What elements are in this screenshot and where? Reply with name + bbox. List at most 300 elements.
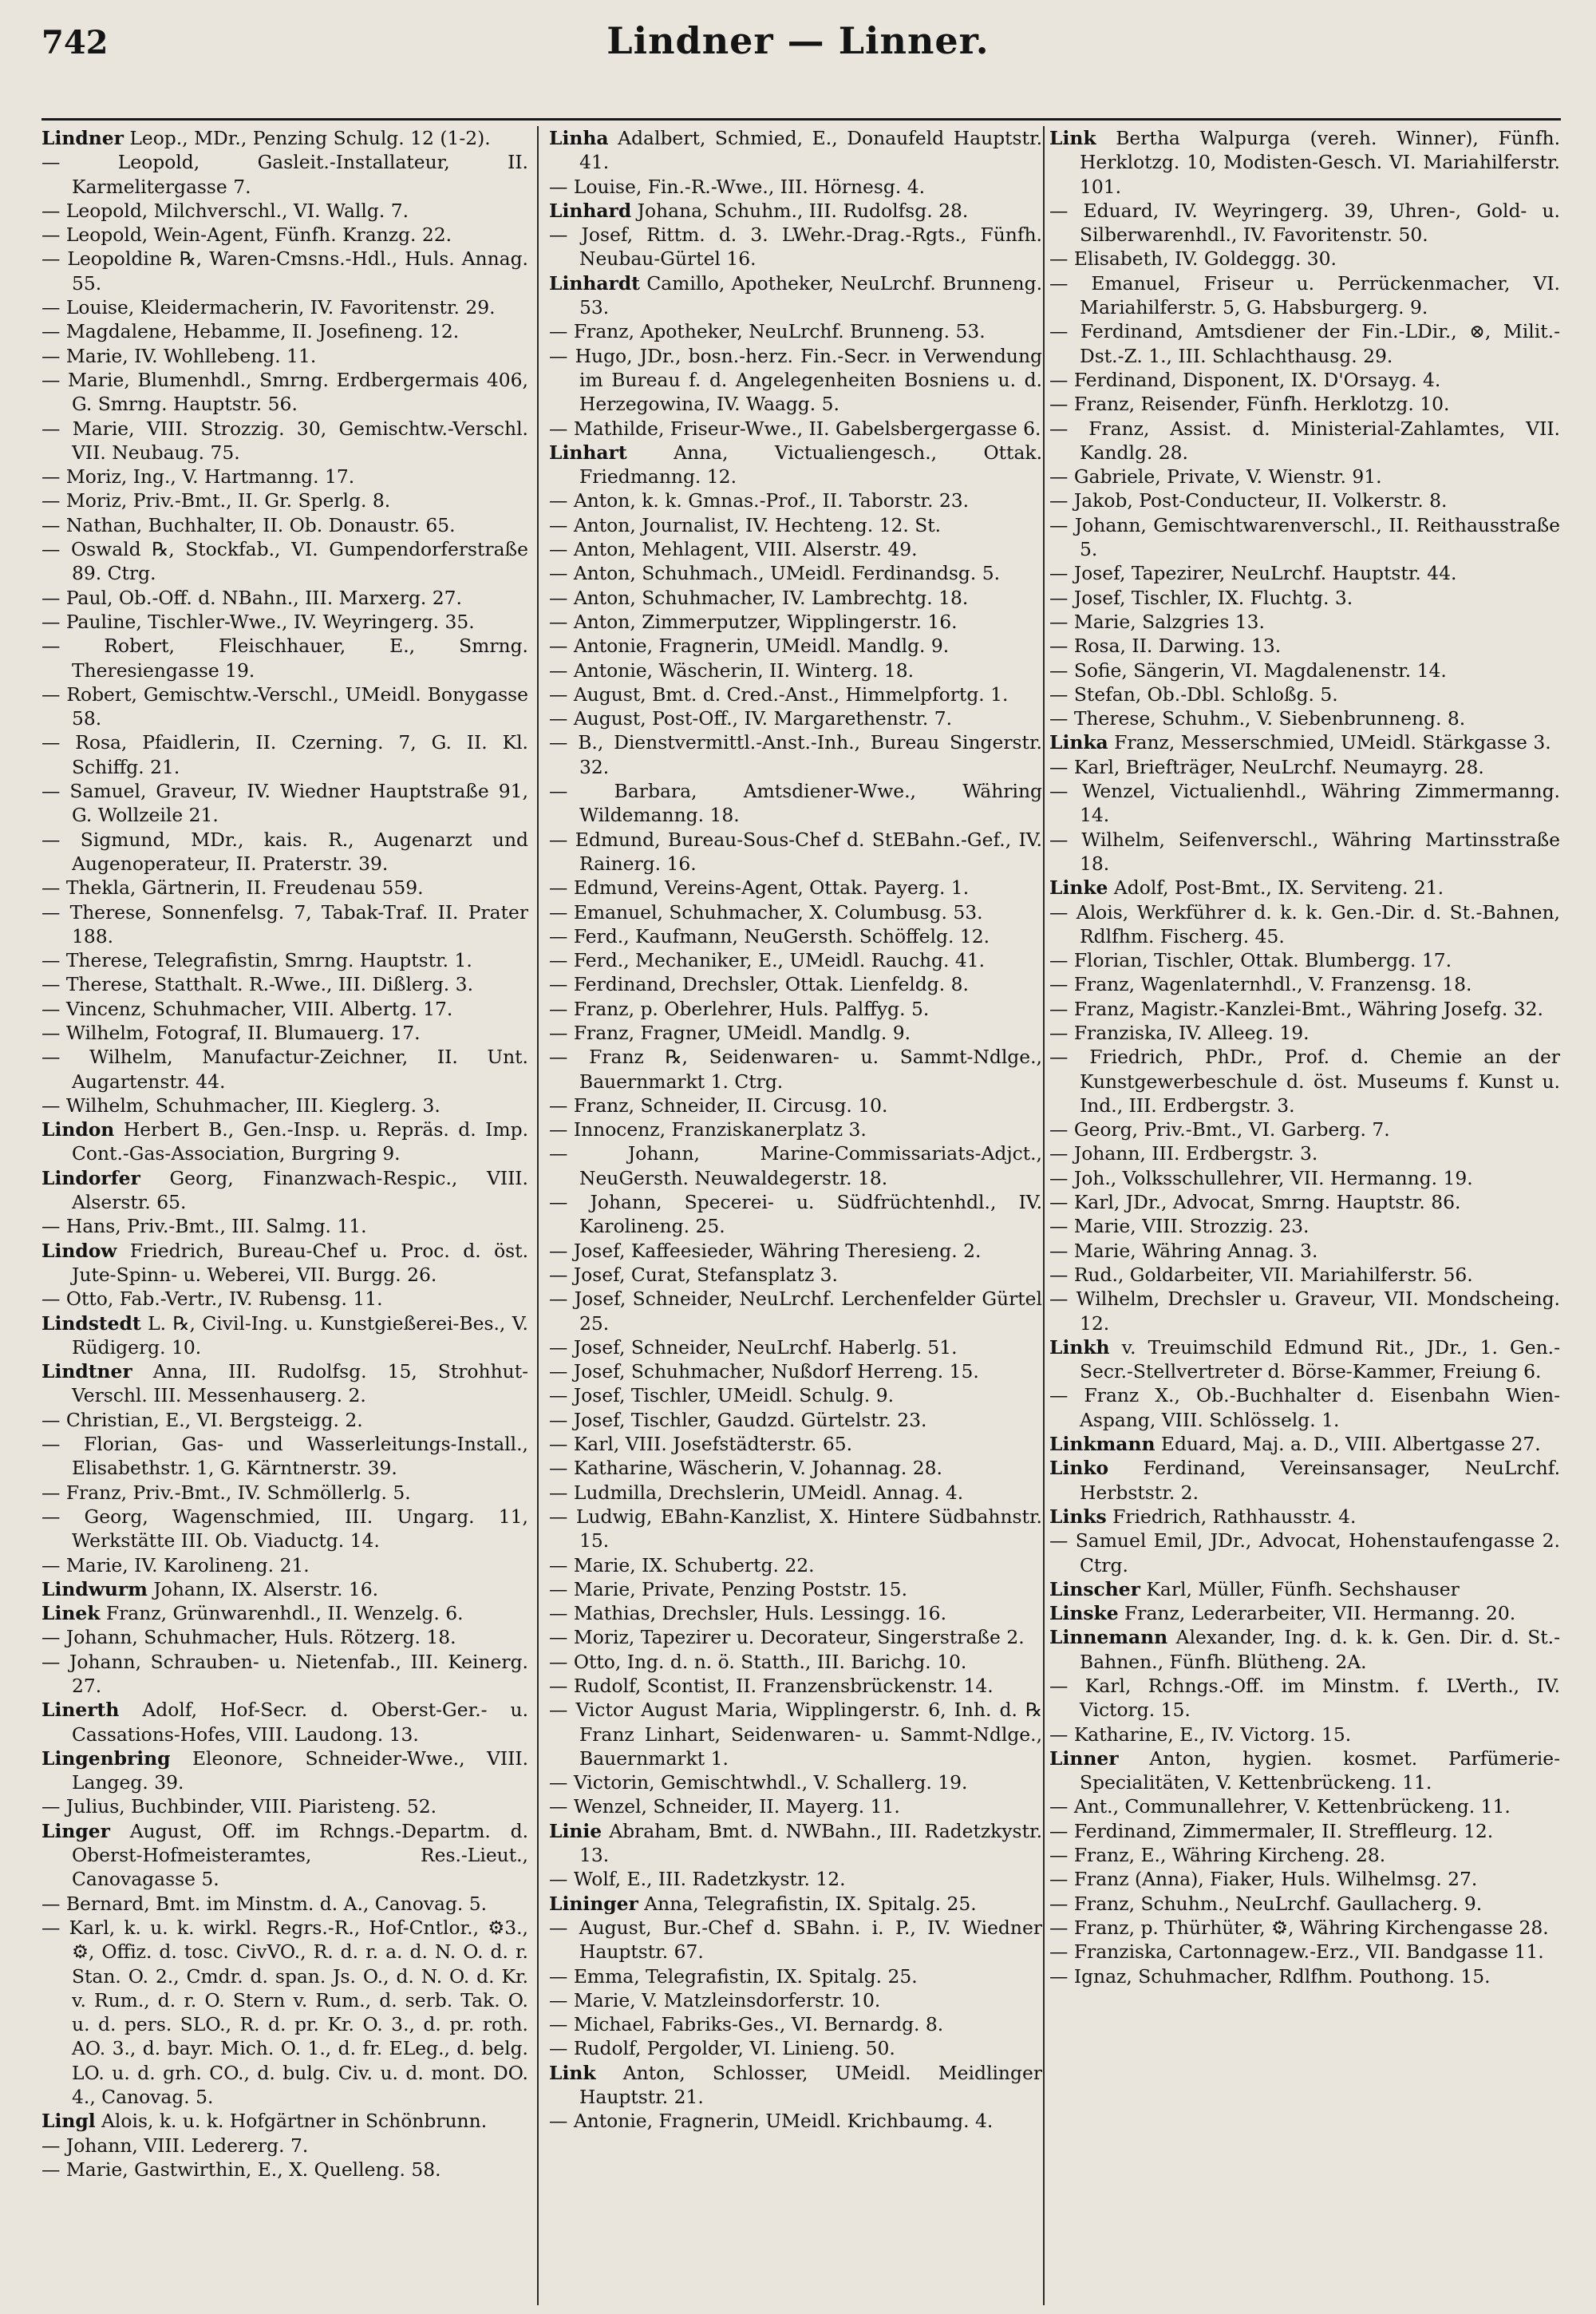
entry-text: Anton, Schlosser, UMeidl. Meidlinger Hauptstr. 21. [579,2061,1042,2109]
entry-text: — Samuel, Graveur, IV. Wiedner Hauptstraße 91, G. Wollzeile 21. [41,780,528,827]
entry-text: — Josef, Tischler, IX. Fluchtg. 3. [1049,586,1353,609]
directory-entry [1049,779,1560,828]
directory-entry-main [1049,1432,1560,1456]
entry-text: — Franz ℞, Seidenwaren- u. Sammt-Ndlge., Bauernmarkt 1. Ctrg. [549,1046,1042,1093]
directory-entry-main [41,1239,528,1288]
directory-entry [549,1239,1042,1263]
entry-text: — Ferd., Kaufmann, NeuGersth. Schöffelg. 12. [549,924,990,947]
directory-entry [549,513,1042,537]
directory-entry [1049,561,1560,585]
entry-surname: Lininger [549,1892,638,1915]
directory-entry [1049,271,1560,320]
entry-text: — Rosa, II. Darwing. 13. [1049,635,1282,658]
directory-entry [41,417,528,465]
entry-text: — Georg, Wagenschmied, III. Ungarg. 11, Werkstätte III. Ob. Viaductg. 14. [41,1505,528,1553]
entry-text: — Emanuel, Schuhmacher, X. Columbusg. 53. [549,900,983,924]
entry-text: — Jakob, Post-Conducteur, II. Volkerstr. 8. [1049,489,1448,512]
entry-text: — Moriz, Tapezirer u. Decorateur, Singerstraße 2. [549,1626,1025,1649]
directory-entry [1049,706,1560,730]
column-divider [537,126,539,2305]
directory-entry [549,1988,1042,2012]
entry-text: Ferdinand, Vereinsansager, NeuLrchf. Herbststr. 2. [1080,1457,1560,1504]
entry-text: — Robert, Gemischtw.-Verschl., UMeidl. Bonygasse 58. [41,682,528,730]
entry-surname: Linhard [549,199,632,222]
directory-entry [41,828,528,876]
entry-surname: Linhart [549,441,627,464]
entry-text: — Ludmilla, Drechslerin, UMeidl. Annag. 4. [549,1481,964,1504]
entry-text: — Ferdinand, Drechsler, Ottak. Lienfeldg. 8. [549,973,969,996]
entry-text: — Marie, IV. Wohllebeng. 11. [41,344,317,367]
directory-entry-main [549,441,1042,489]
directory-entry [41,1650,528,1699]
directory-entry [549,2012,1042,2036]
directory-entry [41,344,528,368]
entry-surname: Linkmann [1049,1433,1156,1456]
entry-text: — Franz X., Ob.-Buchhalter d. Eisenbahn Wien-Aspang, VIII. Schlösselg. 1. [1049,1384,1560,1431]
directory-column-3 [1049,126,1560,2305]
directory-entry [1049,513,1560,562]
directory-entry [549,2109,1042,2133]
entry-surname: Linie [549,1819,602,1842]
directory-entry [549,1964,1042,1988]
directory-entry [41,610,528,634]
directory-entry-main [41,126,528,150]
directory-entry [549,537,1042,561]
entry-text: — Therese, Telegrafistin, Smrng. Hauptstr. 1. [41,949,472,972]
entry-surname: Lingl [41,2110,96,2133]
directory-entry [41,1481,528,1505]
entry-surname: Linka [1049,731,1108,754]
directory-entry [41,1553,528,1577]
entry-surname: Lindorfer [41,1166,140,1189]
directory-entry [1049,1214,1560,1238]
directory-entry [1049,1867,1560,1891]
entry-text: — Franz, Priv.-Bmt., IV. Schmöllerlg. 5. [41,1481,411,1504]
entry-text: — Johann, Schuhmacher, Huls. Rötzerg. 18. [41,1626,456,1649]
directory-entry [549,1794,1042,1818]
entry-text: Camillo, Apotheker, NeuLrchf. Brunneng. 53. [579,271,1042,319]
directory-entry [549,2036,1042,2060]
entry-text: Franz, Lederarbeiter, VII. Hermanng. 20. [1124,1602,1516,1625]
entry-surname: Linha [549,127,609,149]
entry-text: — Rudolf, Pergolder, VI. Linieng. 50. [549,2037,895,2060]
directory-entry [1049,1529,1560,1577]
directory-entry [549,175,1042,199]
entry-text: — Karl, Rchngs.-Off. im Minstm. f. LVerth., IV. Victorg. 15. [1049,1675,1560,1722]
entry-text: Leop., MDr., Penzing Schulg. 12 (1-2). [129,127,491,149]
directory-entry [1049,1239,1560,1263]
directory-entry [549,1094,1042,1117]
page-number: 742 [41,24,109,61]
entry-text: — Stefan, Ob.-Dbl. Schloßg. 5. [1049,682,1338,706]
directory-entry [549,1383,1042,1407]
directory-entry-main [41,1698,528,1746]
entry-text: Friedrich, Rathhausstr. 4. [1112,1505,1357,1528]
entry-text: Alois, k. u. k. Hofgärtner in Schönbrunn. [101,2110,488,2133]
entry-text: Anna, Victualiengesch., Ottak. Friedmanng. 12. [579,441,1042,489]
directory-entry [549,924,1042,948]
entry-surname: Lindner [41,127,124,149]
directory-entry [549,1432,1042,1456]
entry-surname: Linke [1049,876,1108,900]
entry-surname: Links [1049,1505,1107,1528]
directory-column-2 [549,126,1042,2305]
directory-entry [41,1045,528,1094]
directory-entry [1049,948,1560,972]
directory-entry [1049,489,1560,512]
entry-surname: Lindon [41,1118,115,1141]
directory-entry [41,319,528,343]
directory-entry [1049,1383,1560,1432]
directory-entry [41,1916,528,2109]
directory-entry [41,1094,528,1117]
entry-surname: Linnemann [1049,1626,1168,1649]
entry-text: — Emanuel, Friseur u. Perrückenmacher, VI. Mariahilferstr. 5, G. Habsburgerg. 9. [1049,271,1560,319]
entry-text: — Marie, VIII. Strozzig. 23. [1049,1215,1310,1238]
directory-entry [1049,828,1560,876]
directory-entry [1049,368,1560,392]
entry-text: — Leopoldine ℞, Waren-Cmsns.-Hdl., Huls. Annag. 55. [41,247,528,295]
directory-entry [41,1408,528,1432]
entry-text: — Hans, Priv.-Bmt., III. Salmg. 11. [41,1215,367,1238]
directory-entry [41,2134,528,2158]
entry-text: — Georg, Priv.-Bmt., VI. Garberg. 7. [1049,1118,1390,1141]
directory-entry [549,1674,1042,1698]
directory-entry-main [549,2061,1042,2110]
entry-text: — Otto, Ing. d. n. ö. Statth., III. Barichg. 10. [549,1650,967,1673]
directory-entry [549,1601,1042,1625]
directory-entry [549,828,1042,876]
directory-entry-main [41,1117,528,1166]
directory-entry-main [549,1892,1042,1916]
directory-entry [1049,199,1560,247]
directory-entry-main [1049,1625,1560,1674]
directory-entry-main [41,1601,528,1625]
directory-entry [549,610,1042,634]
entry-text: — Therese, Schuhm., V. Siebenbrunneng. 8. [1049,707,1466,730]
directory-entry [549,1770,1042,1794]
entry-text: — Johann, Schrauben- u. Nietenfab., III. Keinerg. 27. [41,1650,528,1697]
directory-entry [549,706,1042,730]
directory-entry [41,537,528,586]
entry-text: — Florian, Gas- und Wasserleitungs-Install., Elisabethstr. 1, G. Kärntnerstr. 39. [41,1433,528,1480]
directory-entry [549,1117,1042,1141]
entry-text: — Wolf, E., III. Radetzkystr. 12. [549,1868,846,1891]
entry-text: — Anton, Journalist, IV. Hechteng. 12. St. [549,513,942,536]
directory-entry [549,972,1042,996]
entry-text: — Vincenz, Schuhmacher, VIII. Albertg. 17. [41,997,453,1020]
entry-text: — Oswald ℞, Stockfab., VI. Gumpendorferstraße 89. Ctrg. [41,538,528,585]
directory-entry [1049,659,1560,682]
entry-text: — Marie, Blumenhdl., Smrng. Erdbergermais 406, G. Smrng. Hauptstr. 56. [41,368,528,416]
directory-entry [549,1505,1042,1553]
directory-entry [41,1892,528,1916]
directory-entry [1049,1190,1560,1214]
directory-entry [1049,1964,1560,1988]
directory-entry-main [549,126,1042,175]
entry-text: — Sigmund, MDr., kais. R., Augenarzt und Augenoperateur, II. Praterstr. 39. [41,828,528,875]
directory-entry [549,417,1042,441]
directory-entry [41,489,528,512]
directory-entry [41,1287,528,1311]
directory-entry-main [1049,1335,1560,1384]
directory-entry [41,1432,528,1481]
entry-text: — Robert, Fleischhauer, E., Smrng. Theresiengasse 19. [41,635,528,682]
entry-text: — Josef, Schuhmacher, Nußdorf Herreng. 15. [549,1360,979,1383]
directory-entry-main [41,1359,528,1408]
entry-surname: Linske [1049,1602,1119,1625]
entry-text: Franz, Messerschmied, UMeidl. Stärkgasse 3. [1114,731,1551,754]
entry-text: — Franz, Wagenlaternhdl., V. Franzensg. 18. [1049,973,1472,996]
directory-entry [1049,1892,1560,1916]
entry-text: — Marie, Private, Penzing Poststr. 15. [549,1577,908,1600]
entry-text: — Ludwig, EBahn-Kanzlist, X. Hintere Südbahnstr. 15. [549,1505,1042,1553]
entry-text: — Josef, Rittm. d. 3. LWehr.-Drag.-Rgts., Fünfh. Neubau-Gürtel 16. [549,223,1042,271]
directory-entry-main [1049,126,1560,199]
entry-text: — Mathilde, Friseur-Wwe., II. Gabelsbergergasse 6. [549,417,1041,440]
directory-entry-main [41,1577,528,1601]
directory-entry [549,948,1042,972]
entry-text: — Leopold, Gasleit.-Installateur, II. Karmelitergasse 7. [41,151,528,198]
entry-text: — Nathan, Buchhalter, II. Ob. Donaustr. 65. [41,513,456,536]
entry-text: — Ant., Communallehrer, V. Kettenbrückeng. 11. [1049,1795,1511,1818]
entry-text: — Friedrich, PhDr., Prof. d. Chemie an der Kunstgewerbeschule d. öst. Museums f. Kunst u. Ind., III. Erdbergstr. 3. [1049,1046,1560,1117]
entry-surname: Linko [1049,1457,1109,1480]
entry-text: — Wilhelm, Schuhmacher, III. Kieglerg. 3. [41,1094,440,1117]
directory-entry [1049,1287,1560,1335]
entry-surname: Lindwurm [41,1577,148,1600]
entry-text: L. ℞, Civil-Ing. u. Kunstgießerei-Bes., V. Rüdigerg. 10. [72,1311,528,1359]
entry-text: Johana, Schuhm., III. Rudolfsg. 28. [637,199,969,222]
entry-text: — Marie, Gastwirthin, E., X. Quelleng. 58. [41,2158,441,2181]
entry-text: — Ferdinand, Amtsdiener der Fin.-LDir., ⊗, Milit.-Dst.-Z. 1., III. Schlachthausg. 29. [1049,320,1560,367]
directory-entry-main [549,271,1042,320]
directory-entry [549,1359,1042,1383]
directory-entry [549,900,1042,924]
entry-surname: Link [549,2061,596,2084]
directory-entry [1049,586,1560,610]
entry-text: — Katharine, Wäscherin, V. Johannag. 28. [549,1457,942,1480]
entry-text: — August, Post-Off., IV. Margarethenstr. 7. [549,707,953,730]
entry-surname: Lindtner [41,1360,132,1383]
directory-entry [549,1335,1042,1359]
entry-text: — Anton, Schuhmacher, IV. Lambrechtg. 18. [549,586,969,609]
directory-entry-main [41,1819,528,1892]
entry-text: — Louise, Fin.-R.-Wwe., III. Hörnesg. 4. [549,175,926,198]
entry-surname: Linger [41,1819,110,1842]
entry-text: — Marie, Währing Annag. 3. [1049,1239,1318,1262]
entry-text: Adolf, Hof-Secr. d. Oberst-Ger.- u. Cassations-Hofes, VIII. Laudong. 13. [72,1699,528,1746]
directory-entry [1049,1819,1560,1843]
directory-entry [41,1021,528,1045]
entry-text: — Katharine, E., IV. Victorg. 15. [1049,1723,1352,1746]
directory-entry [1049,972,1560,996]
directory-entry-main [41,1311,528,1360]
directory-entry [549,659,1042,682]
entry-text: — Louise, Kleidermacherin, IV. Favoritenstr. 29. [41,296,496,319]
entry-text: — Sofie, Sängerin, VI. Magdalenenstr. 14. [1049,659,1447,682]
entry-surname: Lindow [41,1239,117,1262]
directory-entry [549,682,1042,706]
entry-text: — Franziska, IV. Alleeg. 19. [1049,1021,1310,1044]
directory-entry [549,1408,1042,1432]
entry-surname: Linkh [1049,1335,1110,1359]
directory-entry [549,319,1042,343]
entry-text: — Wilhelm, Fotograf, II. Blumauerg. 17. [41,1021,421,1044]
entry-text: — Wilhelm, Drechsler u. Graveur, VII. Mondscheing. 12. [1049,1288,1560,1335]
directory-entry [549,561,1042,585]
directory-entry [549,730,1042,779]
entry-text: Adalbert, Schmied, E., Donaufeld Hauptstr. 41. [579,127,1042,174]
directory-entry [1049,755,1560,779]
directory-entry [549,634,1042,658]
entry-text: — Edmund, Bureau-Sous-Chef d. StEBahn.-Gef., IV. Rainerg. 16. [549,828,1042,875]
directory-entry [41,247,528,295]
entry-text: — Franz, Schuhm., NeuLrchf. Gaullacherg. 9. [1049,1892,1483,1915]
entry-surname: Linscher [1049,1577,1140,1600]
entry-text: — Franz, p. Oberlehrer, Huls. Palffyg. 5. [549,997,930,1020]
entry-text: — Eduard, IV. Weyringerg. 39, Uhren-, Gold- u. Silberwarenhdl., IV. Favoritenstr. 50. [1049,199,1560,247]
entry-text: — Franz, Schneider, II. Circusg. 10. [549,1094,888,1117]
directory-entry [41,1505,528,1553]
entry-text: — Antonie, Fragnerin, UMeidl. Krichbaumg. 4. [549,2110,994,2133]
entry-text: Eduard, Maj. a. D., VIII. Albertgasse 27. [1160,1433,1541,1456]
directory-entry [549,1577,1042,1601]
entry-text: — Moriz, Ing., V. Hartmanng. 17. [41,465,355,489]
entry-text: — Victorin, Gemischtwhdl., V. Schallerg. 19. [549,1771,968,1794]
entry-text: — Christian, E., VI. Bergsteigg. 2. [41,1408,363,1431]
entry-text: — Franz, p. Thürhüter, ⚙, Währing Kirchengasse 28. [1049,1916,1549,1939]
entry-text: — Therese, Sonnenfelsg. 7, Tabak-Traf. II. Prater 188. [41,900,528,947]
directory-entry [549,1867,1042,1891]
directory-entry [1049,247,1560,271]
directory-entry [1049,1141,1560,1165]
entry-text: — Thekla, Gärtnerin, II. Freudenau 559. [41,876,424,900]
entry-text: — Franz, Reisender, Fünfh. Herklotzg. 10. [1049,393,1450,416]
entry-text: — Wenzel, Schneider, II. Mayerg. 11. [549,1795,900,1818]
directory-entry [1049,465,1560,489]
entry-text: — Johann, Specerei- u. Südfrüchtenhdl., IV. Karolineng. 25. [549,1191,1042,1238]
directory-entry [41,223,528,247]
entry-text: — Leopold, Wein-Agent, Fünfh. Kranzg. 22. [41,223,452,247]
entry-text: — Franz, Apotheker, NeuLrchf. Brunneng. 53. [549,320,986,343]
directory-entry [1049,1021,1560,1045]
entry-text: — Josef, Schneider, NeuLrchf. Lerchenfelder Gürtel 25. [549,1288,1042,1335]
directory-entry [549,1698,1042,1770]
directory-entry [549,223,1042,271]
directory-entry [1049,634,1560,658]
directory-entry-main [1049,1746,1560,1795]
entry-text: — Samuel Emil, JDr., Advocat, Hohenstaufengasse 2. Ctrg. [1049,1529,1560,1576]
directory-entry [1049,1940,1560,1964]
directory-entry-main [549,1819,1042,1868]
directory-entry [549,344,1042,417]
directory-entry [1049,682,1560,706]
entry-text: Herbert B., Gen.-Insp. u. Repräs. d. Imp. Cont.-Gas-Association, Burgring 9. [72,1118,528,1165]
directory-entry [1049,1916,1560,1940]
directory-entry [1049,1794,1560,1818]
entry-text: — Wilhelm, Manufactur-Zeichner, II. Unt. Augartenstr. 44. [41,1046,528,1093]
directory-entry [1049,319,1560,368]
directory-entry [41,1625,528,1649]
entry-text: — Wenzel, Victualienhdl., Währing Zimmermanng. 14. [1049,780,1560,827]
entry-surname: Linner [1049,1746,1119,1770]
directory-entry [549,1263,1042,1287]
directory-entry-main [1049,730,1560,754]
entry-text: — Therese, Statthalt. R.-Wwe., III. Dißlerg. 3. [41,973,473,996]
directory-entry [1049,1117,1560,1141]
directory-entry [1049,1674,1560,1723]
directory-entry [41,295,528,319]
directory-entry [549,1287,1042,1335]
directory-entry [1049,900,1560,949]
entry-text: — Barbara, Amtsdiener-Wwe., Währing Wildemanng. 18. [549,780,1042,827]
directory-entry [549,489,1042,512]
entry-text: — Marie, VIII. Strozzig. 30, Gemischtw.-Verschl. VII. Neubaug. 75. [41,417,528,464]
directory-entry [1049,1166,1560,1190]
entry-text: — Ferd., Mechaniker, E., UMeidl. Rauchg. 41. [549,949,986,972]
entry-text: — Franz (Anna), Fiaker, Huls. Wilhelmsg. 27. [1049,1868,1478,1891]
entry-text: — Moriz, Priv.-Bmt., II. Gr. Sperlg. 8. [41,489,391,512]
entry-text: — August, Bmt. d. Cred.-Anst., Himmelpfortg. 1. [549,682,1009,706]
entry-text: — Victor August Maria, Wipplingerstr. 6, Inh. d. ℞ Franz Linhart, Seidenwaren- u. Sammt-Ndlge., Bauernmarkt 1. [549,1699,1042,1770]
entry-text: Johann, IX. Alserstr. 16. [153,1577,379,1600]
directory-entry [1049,610,1560,634]
directory-entry [549,1456,1042,1480]
entry-text: — Anton, Zimmerputzer, Wipplingerstr. 16. [549,610,958,633]
directory-entry [1049,1263,1560,1287]
directory-entry [41,586,528,610]
directory-entry [41,972,528,996]
entry-text: Anton, hygien. kosmet. Parfümerie-Specialitäten, V. Kettenbrückeng. 11. [1080,1746,1560,1794]
entry-text: Alexander, Ing. d. k. k. Gen. Dir. d. St.-Bahnen., Fünfh. Blütheng. 2A. [1080,1626,1560,1673]
entry-text: Bertha Walpurga (vereh. Winner), Fünfh. Herklotzg. 10, Modisten-Gesch. VI. Mariahilferstr. 101. [1080,127,1560,198]
directory-entry-main [1049,1601,1560,1625]
directory-entry-main [41,1166,528,1215]
directory-entry-main [1049,876,1560,900]
directory-entry [1049,1843,1560,1867]
entry-text: — Josef, Curat, Stefansplatz 3. [549,1263,838,1286]
directory-entry [549,586,1042,610]
directory-entry [549,1481,1042,1505]
directory-entry [41,948,528,972]
directory-entry [41,199,528,223]
entry-text: — Ferdinand, Zimmermaler, II. Streffleurg. 12. [1049,1819,1494,1842]
entry-text: — Julius, Buchbinder, VIII. Piaristeng. 52. [41,1795,437,1818]
entry-text: — Antonie, Fragnerin, UMeidl. Mandlg. 9. [549,635,950,658]
entry-text: — Elisabeth, IV. Goldeggg. 30. [1049,247,1337,271]
entry-text: Abraham, Bmt. d. NWBahn., III. Radetzkystr. 13. [579,1819,1042,1867]
entry-text: — Josef, Schneider, NeuLrchf. Haberlg. 51. [549,1335,958,1359]
entry-text: — Paul, Ob.-Off. d. NBahn., III. Marxerg. 27. [41,586,462,609]
entry-text: — Marie, IX. Schubertg. 22. [549,1553,815,1576]
directory-entry [41,2158,528,2181]
entry-text: Eleonore, Schneider-Wwe., VIII. Langeg. 39. [72,1746,528,1794]
entry-surname: Linhardt [549,271,640,295]
directory-entry [549,1553,1042,1577]
column-divider [1043,126,1045,2305]
entry-text: — Rudolf, Scontist, II. Franzensbrückenstr. 14. [549,1675,994,1697]
directory-entry [41,900,528,949]
directory-entry-main [549,199,1042,223]
entry-text: — Franz, Fragner, UMeidl. Mandlg. 9. [549,1021,911,1044]
directory-entry [41,730,528,779]
entry-text: — Florian, Tischler, Ottak. Blumbergg. 17. [1049,949,1452,972]
directory-entry-main [1049,1456,1560,1505]
entry-text: — Alois, Werkführer d. k. k. Gen.-Dir. d. St.-Bahnen, Rdlfhm. Fischerg. 45. [1049,900,1560,947]
directory-entry [549,997,1042,1021]
entry-text: — Leopold, Milchverschl., VI. Wallg. 7. [41,199,409,222]
